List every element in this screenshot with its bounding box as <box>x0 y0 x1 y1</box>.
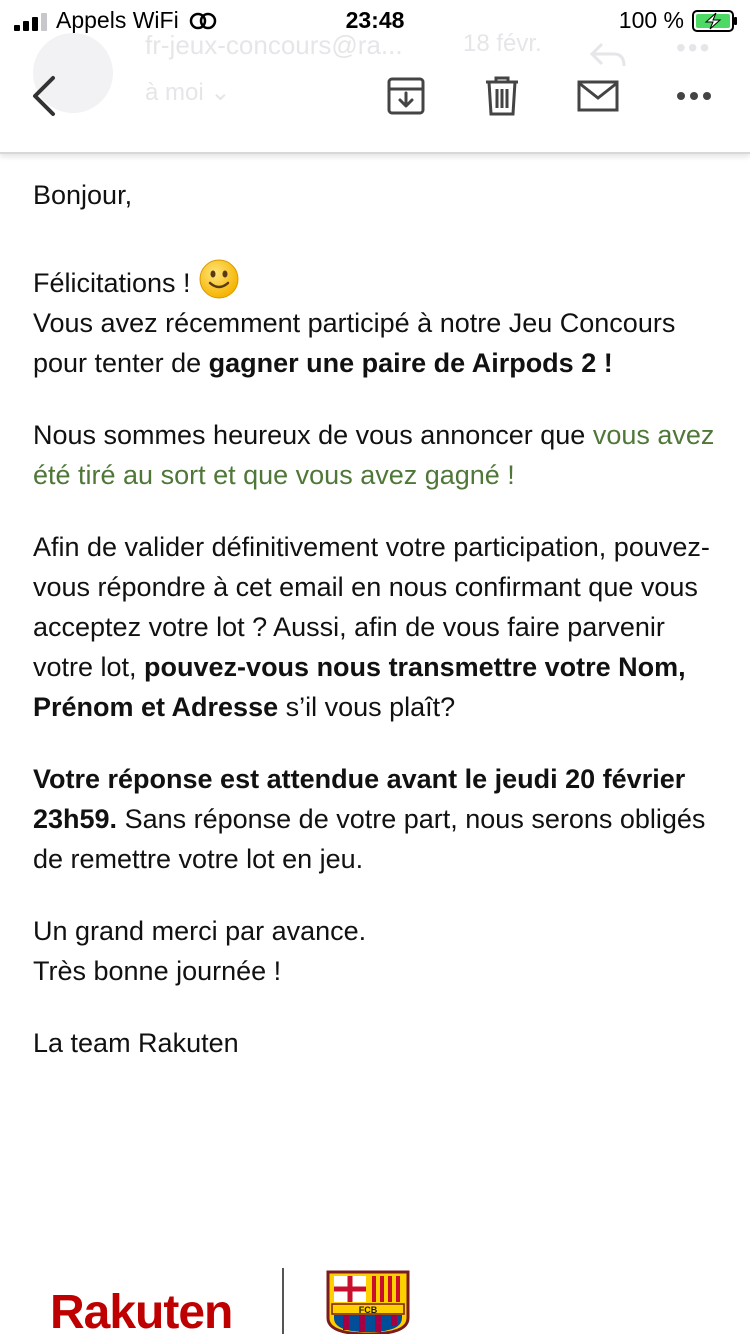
archive-icon <box>386 76 426 116</box>
thanks-line: Un grand merci par avance. <box>33 916 367 946</box>
congrats-text: Félicitations ! <box>33 268 191 298</box>
sender-address: fr-jeux-concours@ra... <box>145 30 403 60</box>
announce-text: Nous sommes heureux de vous annoncer que <box>33 420 593 450</box>
recipient-label: à moi ⌄ <box>145 79 231 106</box>
signature: La team Rakuten <box>33 1028 239 1058</box>
chevron-left-icon <box>29 74 59 118</box>
announce-highlight: vous avez été tiré au sort et que vous avez gagné ! <box>33 420 715 490</box>
clock: 23:48 <box>345 7 405 33</box>
fcb-crest-icon <box>322 1268 414 1334</box>
svg-text:FCB: FCB <box>358 1305 378 1315</box>
trash-icon <box>484 75 520 117</box>
congrats-line <box>33 259 723 303</box>
validate-end-text: s’il vous plaît? <box>278 692 456 722</box>
validate-paragraph <box>33 527 723 727</box>
greeting: Bonjour, <box>33 180 133 210</box>
deadline-bold-text: Votre réponse est attendue avant le jeudi 20 février 23h59. <box>33 764 686 834</box>
mark-unread-button[interactable] <box>572 70 624 122</box>
validate-bold-text: pouvez-vous nous transmettre votre Nom, Prénom et Adresse <box>33 652 686 722</box>
mail-icon <box>577 80 619 112</box>
intro-text: Vous avez récemment participé à notre Jeu Concours pour tenter de <box>33 308 676 378</box>
more-horizontal-icon <box>676 91 712 101</box>
logo-divider <box>282 1268 284 1334</box>
ghost-more-icon: ••• <box>676 32 712 63</box>
intro-bold-text: gagner une paire de Airpods 2 ! <box>208 348 613 378</box>
battery-charging-icon <box>692 10 738 32</box>
status-bar <box>0 0 750 40</box>
smiley-emoji-icon <box>199 259 239 299</box>
deadline-text: Sans réponse de votre part, nous serons obligés de remettre votre lot en jeu. <box>33 804 706 874</box>
intro-paragraph <box>33 303 723 383</box>
carrier-label: Appels WiFi <box>56 7 179 33</box>
good-day-line: Très bonne journée ! <box>33 956 282 986</box>
back-button[interactable] <box>18 70 70 122</box>
battery-percent: 100 % <box>618 7 684 33</box>
validate-text: Afin de valider définitivement votre participation, pouvez-vous répondre à cet email en nous confirmant que vous acceptez votre lot ? Aussi, afin de vous faire parvenir votre lot, <box>33 532 710 682</box>
archive-button[interactable] <box>380 70 432 122</box>
more-button[interactable] <box>668 70 720 122</box>
deadline-paragraph <box>33 759 723 879</box>
email-body <box>33 175 723 1063</box>
announce-paragraph <box>33 415 723 495</box>
rakuten-logo: Rakuten <box>50 1286 233 1339</box>
delete-button[interactable] <box>476 70 528 122</box>
email-date: 18 févr. <box>463 30 542 57</box>
